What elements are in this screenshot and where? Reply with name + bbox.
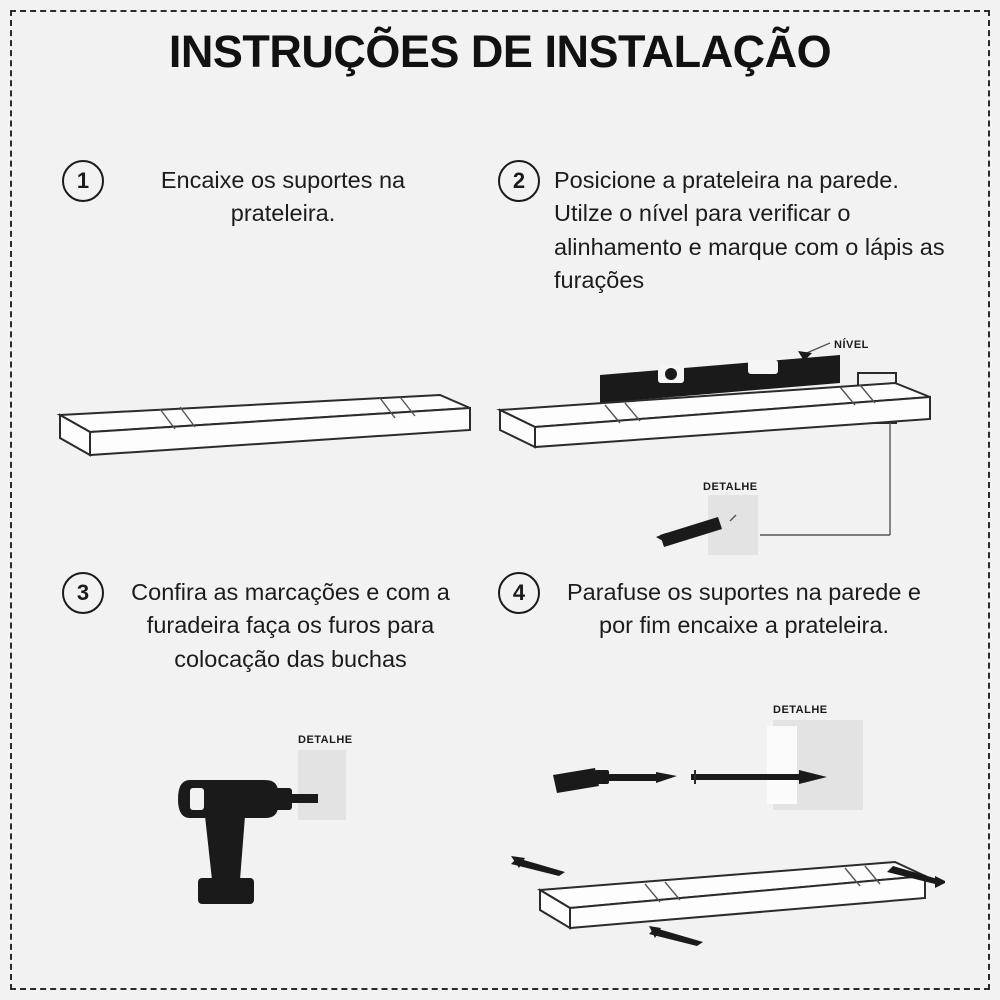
step-4 [498, 572, 938, 643]
page-title: INSTRUÇÕES DE INSTALAÇÃO [168, 26, 832, 77]
step-1-text: Encaixe os suportes na prateleira. [160, 167, 406, 227]
step-2-head [498, 160, 968, 297]
step-3-illustration [170, 734, 400, 935]
step-4-illustration [495, 690, 945, 985]
step-2-illustration [490, 335, 960, 590]
step-3-badge: 3 [62, 572, 104, 614]
nivel-caption: NÍVEL [834, 339, 869, 351]
shelf-level-pencil-icon [490, 335, 960, 585]
step-3-head [62, 572, 472, 676]
step-1-badge: 1 [62, 160, 104, 202]
step-2 [498, 160, 968, 297]
detalhe-caption-step2: DETALHE [703, 481, 758, 493]
step-4-head [498, 572, 938, 643]
detalhe-caption-step3: DETALHE [298, 734, 353, 746]
step-1-illustration [40, 360, 480, 495]
step-4-text: Parafuse os suportes na parede e por fim encaixe a prateleira. [566, 579, 922, 639]
screwdriver-screw-shelf-icon [495, 690, 945, 980]
step-1 [62, 160, 462, 231]
step-2-badge: 2 [498, 160, 540, 202]
step-1-head [62, 160, 462, 231]
step-3-text: Confira as marcações e com a furadeira faça os furos para colocação das buchas [131, 579, 450, 672]
detalhe-caption-step4: DETALHE [773, 704, 828, 716]
shelf-with-brackets-icon [40, 360, 480, 490]
step-3 [62, 572, 472, 676]
drill-icon [170, 740, 400, 930]
step-2-text: Posicione a prateleira na parede. Utilze o nível para verificar o alinhamento e marque com o lápis as furações [554, 167, 945, 294]
step-4-badge: 4 [498, 572, 540, 614]
